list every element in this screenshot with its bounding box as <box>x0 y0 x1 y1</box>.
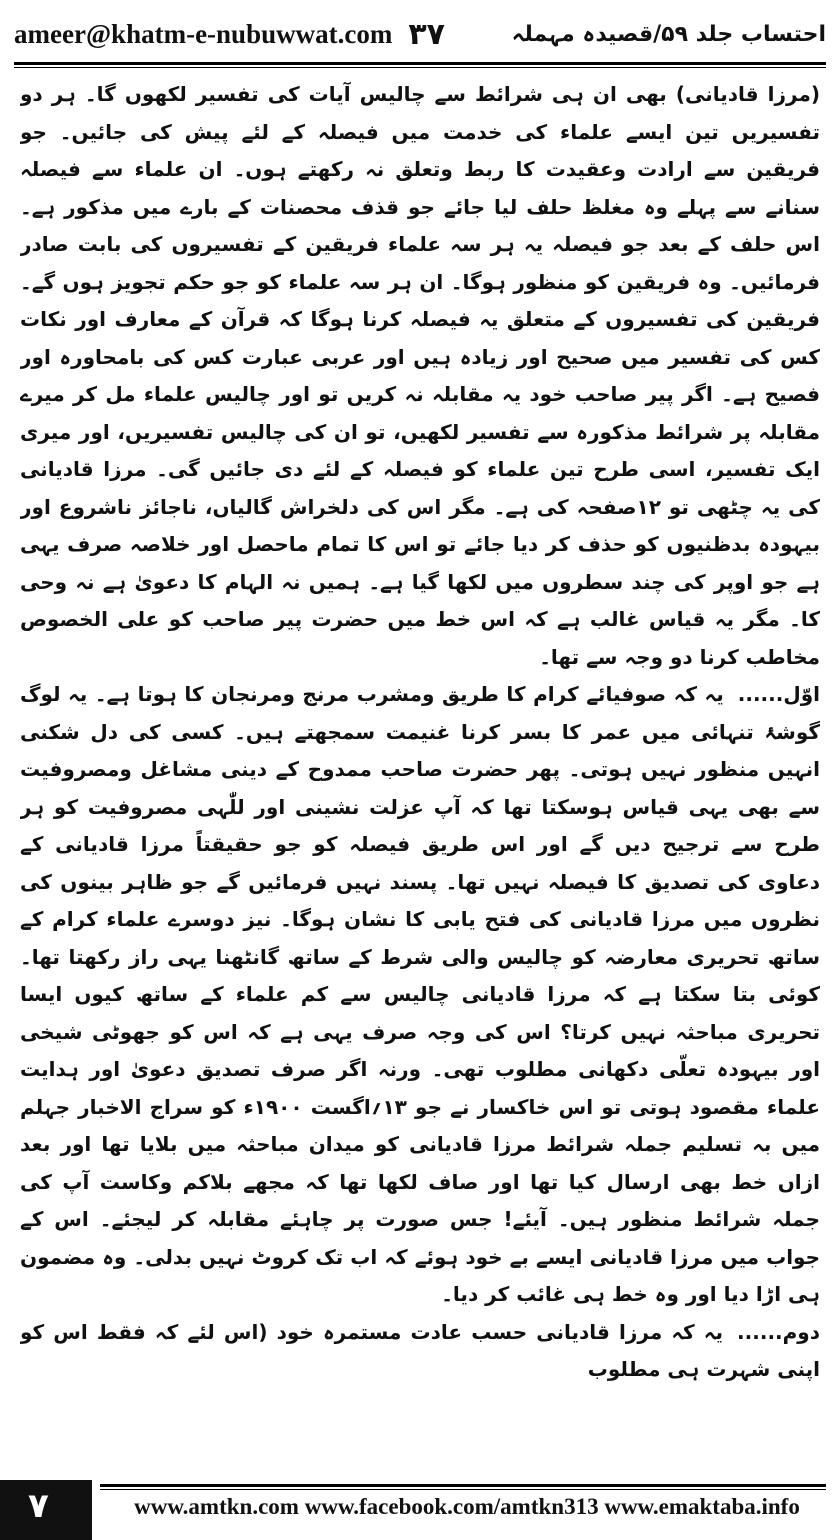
first-label: اوّل...... <box>737 682 820 706</box>
footer-links: www.amtkn.com www.facebook.com/amtkn313 www.emaktaba.info <box>134 1494 800 1519</box>
body-text <box>20 76 820 1454</box>
running-header <box>14 8 826 60</box>
header-rule <box>14 62 826 65</box>
footer-rule-thin <box>100 1489 826 1490</box>
header-left <box>14 17 445 52</box>
second-label: دوم...... <box>737 1319 820 1344</box>
book-title: احتساب جلد ۵۹/قصیدہ مہملہ <box>511 21 826 47</box>
footer-page-mark: ۷ <box>28 1486 49 1526</box>
header-email: ameer@khatm-e-nubuwwat.com <box>14 18 393 49</box>
paragraph: (مرزا قادیانی) بھی ان ہی شرائط سے چالیس آیات کی تفسیر لکھوں گا۔ ہر دو تفسیریں تین ایسے علماء کی خدمت میں فیصلہ کے لئے پیش کی جائیں۔ جو فریقین سے ارادت وعقیدت کا ربط وتعلق نہ رکھتے ہوں۔ ان علماء سے فیصلہ سنانے سے پہلے وہ مغلظ حلف لیا جائے جو قذف محصنات کے بارے میں مذکور ہے۔ اس حلف کے بعد جو فیصلہ یہ ہر سہ علماء فریقین کے تفسیروں کی بابت صادر فرمائیں۔ وہ فریقین کو منظور ہوگا۔ ان ہر سہ علماء کو جو حکم تجویز ہوں گے۔ فریقین کی تفسیروں کے متعلق یہ فیصلہ کرنا ہوگا کہ قرآن کے معارف اور نکات کس کی تفسیر میں صحیح اور زیادہ ہیں اور عربی عبارت کس کی بامحاورہ اور فصیح ہے۔ اگر پیر صاحب خود یہ مقابلہ نہ کریں تو اور چالیس علماء مل کر میرے مقابلہ پر شرائط مذکورہ سے تفسیر لکھیں، تو ان کی چالیس تفسیریں، اور میری ایک تفسیر، اسی طرح تین علماء کو فیصلہ کے لئے دی جائیں گی۔ مرزا قادیانی کی یہ چٹھی تو ۱۲صفحہ کی ہے۔ مگر اس کی دلخراش گالیاں، ناجائز ناشروع اور بیہودہ بدظنیوں کو حذف کر دیا جائے تو اس کا تمام ماحصل اور خلاصہ صرف یہی ہے جو اوپر کی چند سطروں میں لکھا گیا ہے۔ ہمیں نہ الہام کا دعویٰ ہے نہ وحی کا۔ مگر یہ قیاس غالب ہے کہ اس خط میں حضرت پیر صاحب کو علی الخصوص مخاطب کرنا دو وجہ سے تھا۔ <box>20 82 820 669</box>
paragraph-second <box>20 1314 820 1389</box>
footer-rule <box>100 1484 826 1487</box>
footer-page-mark-box <box>0 1480 92 1540</box>
first-text: یہ کہ صوفیائے کرام کا طریق ومشرب مرنج ومرنجان کا ہوتا ہے۔ یہ لوگ گوشۂ تنہائی میں عمر کا بسر کرنا غنیمت سمجھتے ہیں۔ کسی کی دل شکنی انہیں منظور نہیں ہوتی۔ پھر حضرت صاحب ممدوح کے دینی مشاغل ومصروفیت سے بھی یہی قیاس ہوسکتا تھا کہ آپ عزلت نشینی اور للّٰہی مصروفیت کو ہر طرح سے ترجیح دیں گے اور اس طریق فیصلہ کو جو حقیقتاً مرزا قادیانی کے دعاوی کی تصدیق کا فیصلہ نہیں تھا۔ پسند نہیں فرمائیں گے جو ظاہر بینوں کی نظروں میں مرزا قادیانی کی فتح یابی کا نشان ہوگا۔ نیز دوسرے علماء کرام کے ساتھ تحریری معارضہ کو چالیس والی شرط کے ساتھ گانٹھنا یہی راز رکھتا تھا۔ کوئی بتا سکتا ہے کہ مرزا قادیانی چالیس سے کم علماء کے ساتھ کیوں ایسا تحریری مباحثہ نہیں کرتا؟ اس کی وجہ صرف یہی ہے کہ اس کو جھوٹی شیخی اور بیہودہ تعلّی دکھانی مطلوب تھی۔ ورنہ اگر صرف تصدیق دعویٰ اور ہدایت علماء مقصود ہوتی تو اس خاکسار نے جو ۱۳؍اگست ۱۹۰۰ء کو سراج الاخبار جہلم میں بہ تسلیم جملہ شرائط مرزا قادیانی کو میدان مباحثہ میں بلایا تھا اور بعد ازاں خط بھی ارسال کیا تھا اور صاف لکھا تھا کہ مجھے بلاکم وکاست آپ کی جملہ شرائط منظور ہیں۔ آیئے! جس صورت پر چاہئے مقابلہ کر لیجئے۔ اس کے جواب میں مرزا قادیانی ایسے بے خود ہوئے کہ اب تک کروٹ نہیں بدلی۔ وہ مضمون ہی اڑا دیا اور وہ خط ہی غائب کر دیا۔ <box>20 682 820 1306</box>
second-text: یہ کہ مرزا قادیانی حسب عادت مستمرہ خود (اس لئے کہ فقط اس کو اپنی شہرت ہی مطلوب <box>20 1319 820 1381</box>
header-rule-thin <box>14 67 826 68</box>
page-number: ۳۷ <box>408 16 445 52</box>
paragraph-first <box>20 676 820 1314</box>
